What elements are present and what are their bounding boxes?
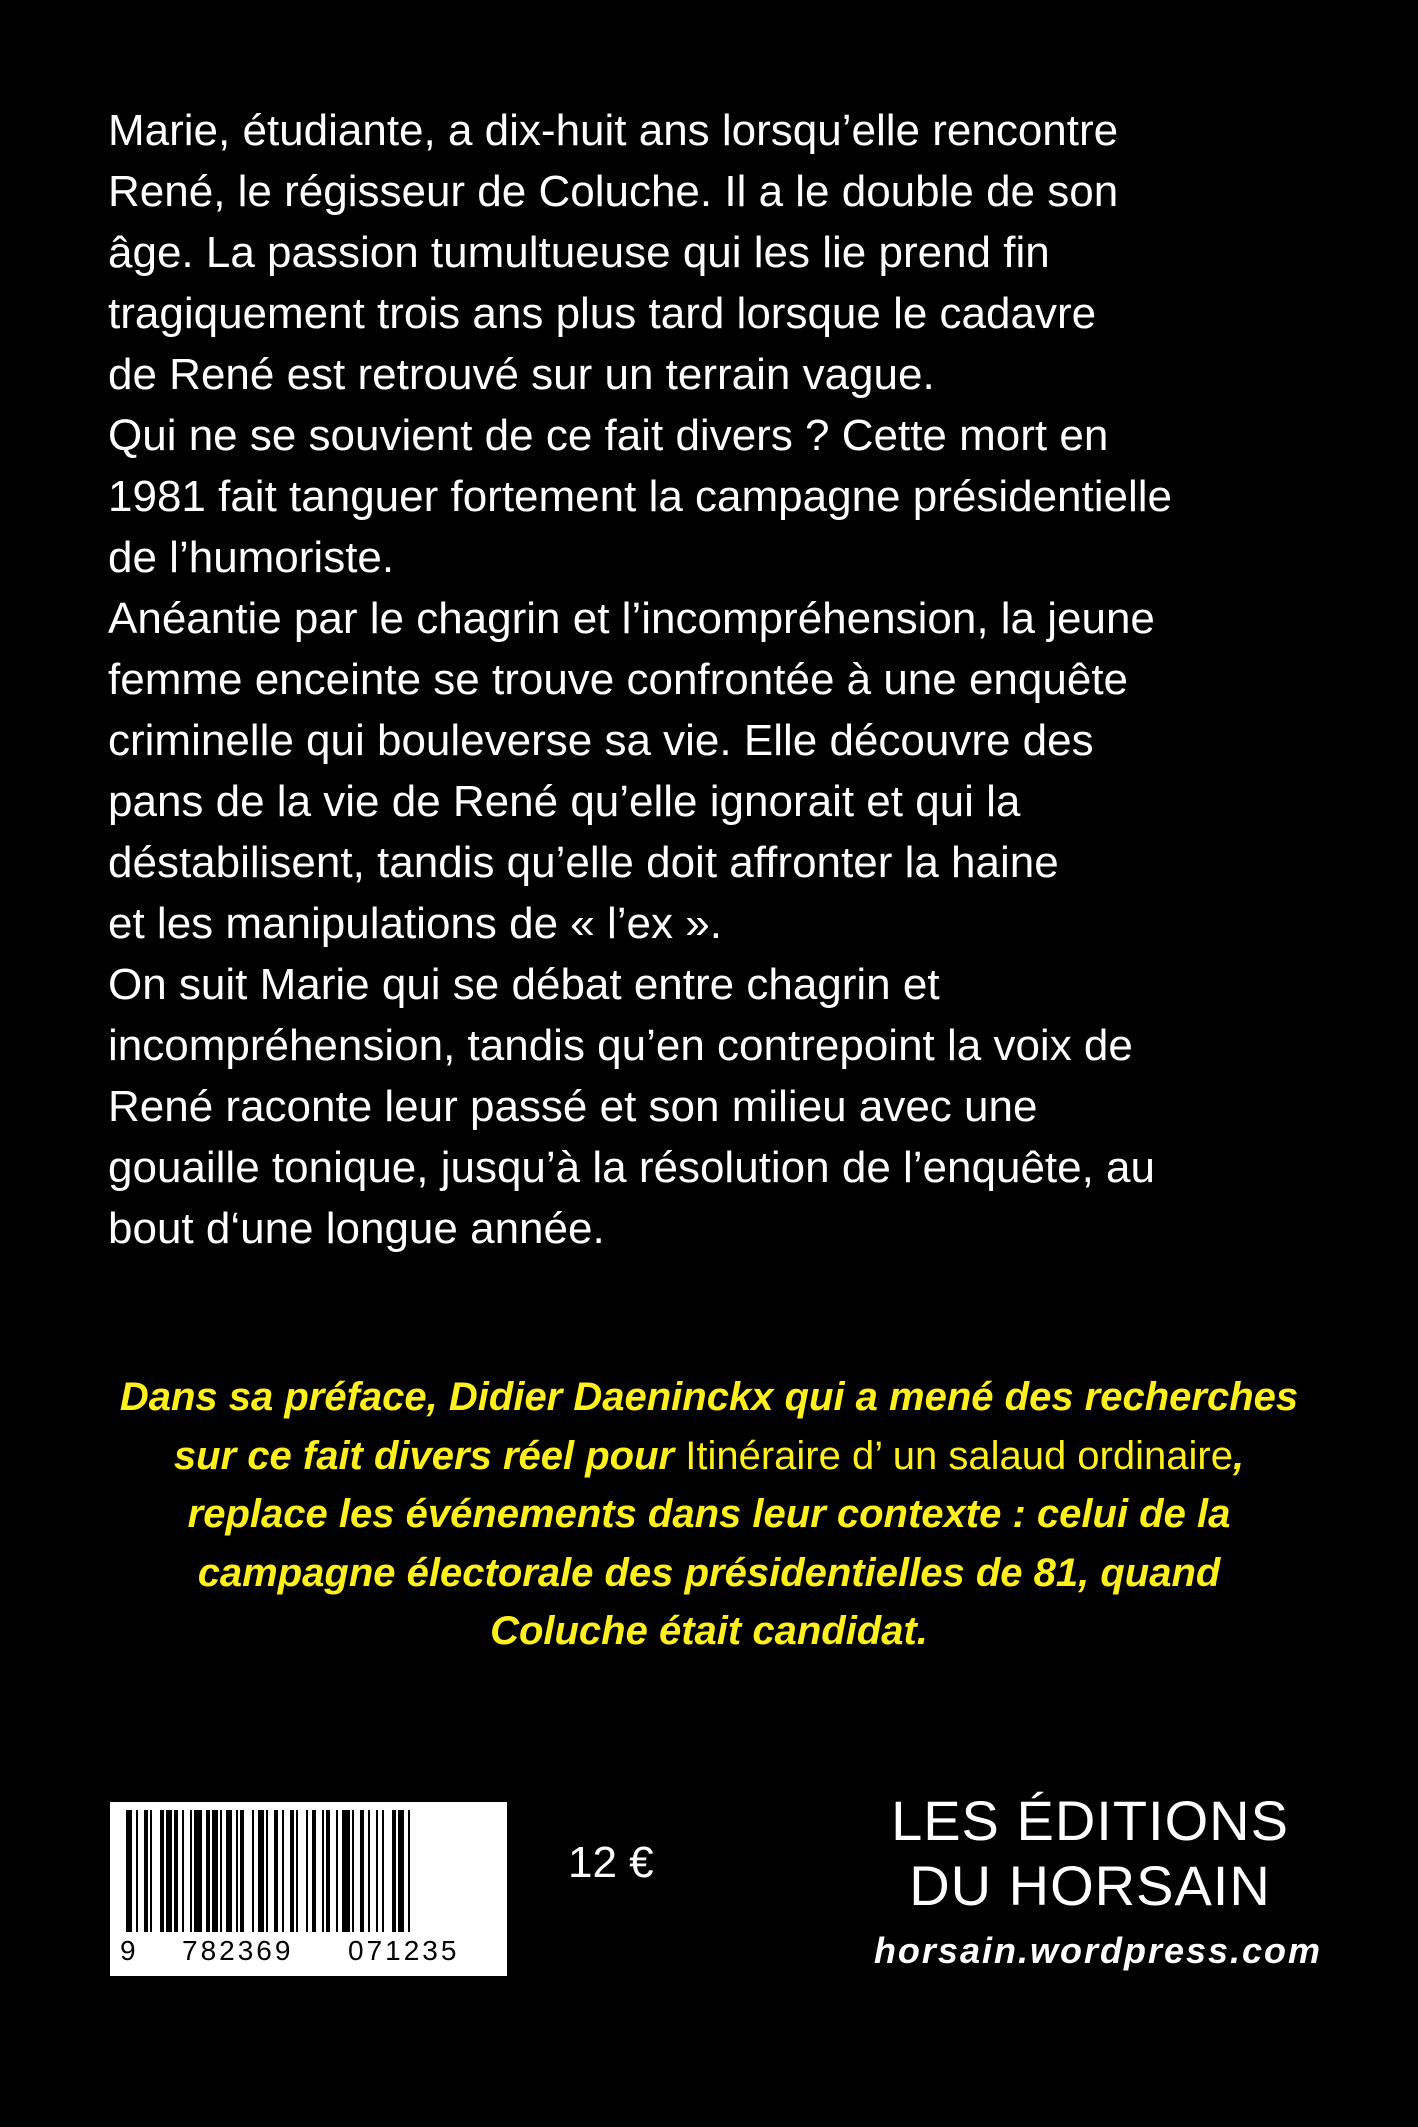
synopsis-line: René, le régisseur de Coluche. Il a le double de son [108,167,1119,216]
barcode-bar [368,1810,370,1932]
publisher-website[interactable]: horsain.wordpress.com [873,1930,1323,1971]
synopsis-line: Qui ne se souvient de ce fait divers ? Cette mort en [108,411,1109,460]
barcode-bar [160,1810,164,1932]
barcode-bar [408,1810,410,1932]
barcode-bar [336,1810,338,1932]
barcode-bar [206,1810,210,1932]
barcode-bar [392,1810,396,1932]
synopsis-line: Marie, étudiante, a dix-huit ans lorsqu’elle rencontre [108,106,1119,155]
synopsis-line: 1981 fait tanguer fortement la campagne présidentielle [108,472,1173,521]
barcode-bar [326,1810,330,1932]
preface-line: Dans sa préface, Didier Daeninckx qui a mené des recherches [119,1375,1299,1419]
barcode-bar [144,1810,148,1932]
barcode-bar [166,1810,172,1932]
barcode-bar [306,1810,308,1932]
barcode-bar [342,1810,350,1932]
preface-blurb [40,1368,1378,1661]
synopsis-line: On suit Marie qui se débat entre chagrin et [108,960,940,1009]
barcode-bar [136,1810,138,1932]
book-title-reference: Itinéraire d’ un salaud ordinaire [685,1433,1233,1478]
barcode-digits-left: 782369 [182,1935,294,1966]
barcode-bar [220,1810,222,1932]
isbn-barcode [110,1802,507,1976]
barcode-bar [266,1810,268,1932]
synopsis-line: gouaille tonique, jusqu’à la résolution de l’enquête, au [108,1143,1155,1192]
barcode-bar [274,1810,278,1932]
synopsis-line: bout d‘une longue année. [108,1204,605,1253]
preface-text: , [1232,1433,1245,1478]
synopsis-line: criminelle qui bouleverse sa vie. Elle découvre des [108,716,1094,765]
price-label: 12 € [568,1838,654,1887]
barcode-bar [376,1810,378,1932]
barcode-bar [236,1810,238,1932]
barcode-bar [360,1810,364,1932]
barcode-bar [182,1810,184,1932]
preface-line: replace les événements dans leur contexte : celui de la [187,1492,1231,1536]
synopsis-line: tragiquement trois ans plus tard lorsque le cadavre [108,289,1097,338]
barcode-bar [240,1810,244,1932]
barcode-bar [126,1810,132,1932]
synopsis-line: Anéantie par le chagrin et l’incompréhension, la jeune [108,594,1155,643]
synopsis-line: femme enceinte se trouve confrontée à une enquête [108,655,1129,704]
barcode-bar [312,1810,316,1932]
barcode-bar [150,1810,152,1932]
synopsis-line: incompréhension, tandis qu’en contrepoint la voix de [108,1021,1133,1070]
barcode-bar [290,1810,294,1932]
synopsis-line: et les manipulations de « l’ex ». [108,899,722,948]
preface-line: campagne électorale des présidentielles de 81, quand [197,1550,1221,1595]
barcode-bar [258,1810,264,1932]
synopsis-text [108,100,1348,1259]
barcode-digit-prefix: 9 [120,1935,136,1966]
barcode-bar [382,1810,384,1932]
publisher-name [880,1788,1300,1918]
synopsis-line: de l’humoriste. [108,533,395,582]
synopsis-line: âge. La passion tumultueuse qui les lie prend fin [108,228,1050,277]
barcode-digits-right: 071235 [348,1935,460,1966]
barcode-bar [212,1810,218,1932]
preface-line: Coluche était candidat. [490,1609,928,1653]
synopsis-line: pans de la vie de René qu’elle ignorait et qui la [108,777,1021,826]
barcode-bar [282,1810,284,1932]
preface-line [40,1427,1378,1486]
synopsis-line: de René est retrouvé sur un terrain vague. [108,350,935,399]
barcode-bar [296,1810,298,1932]
barcode-bar [194,1810,202,1932]
barcode-bar [174,1810,178,1932]
barcode-bar [398,1810,404,1932]
barcode-bar [190,1810,192,1932]
preface-text: sur ce fait divers réel pour [173,1433,686,1478]
barcode-bar [352,1810,354,1932]
synopsis-line: déstabilisent, tandis qu’elle doit affronter la haine [108,838,1059,887]
barcode-bar [322,1810,324,1932]
barcode-bar [252,1810,254,1932]
barcode-bar [226,1810,232,1932]
publisher-line: DU HORSAIN [909,1854,1271,1917]
synopsis-line: René raconte leur passé et son milieu avec une [108,1082,1038,1131]
publisher-line: LES ÉDITIONS [891,1789,1289,1852]
